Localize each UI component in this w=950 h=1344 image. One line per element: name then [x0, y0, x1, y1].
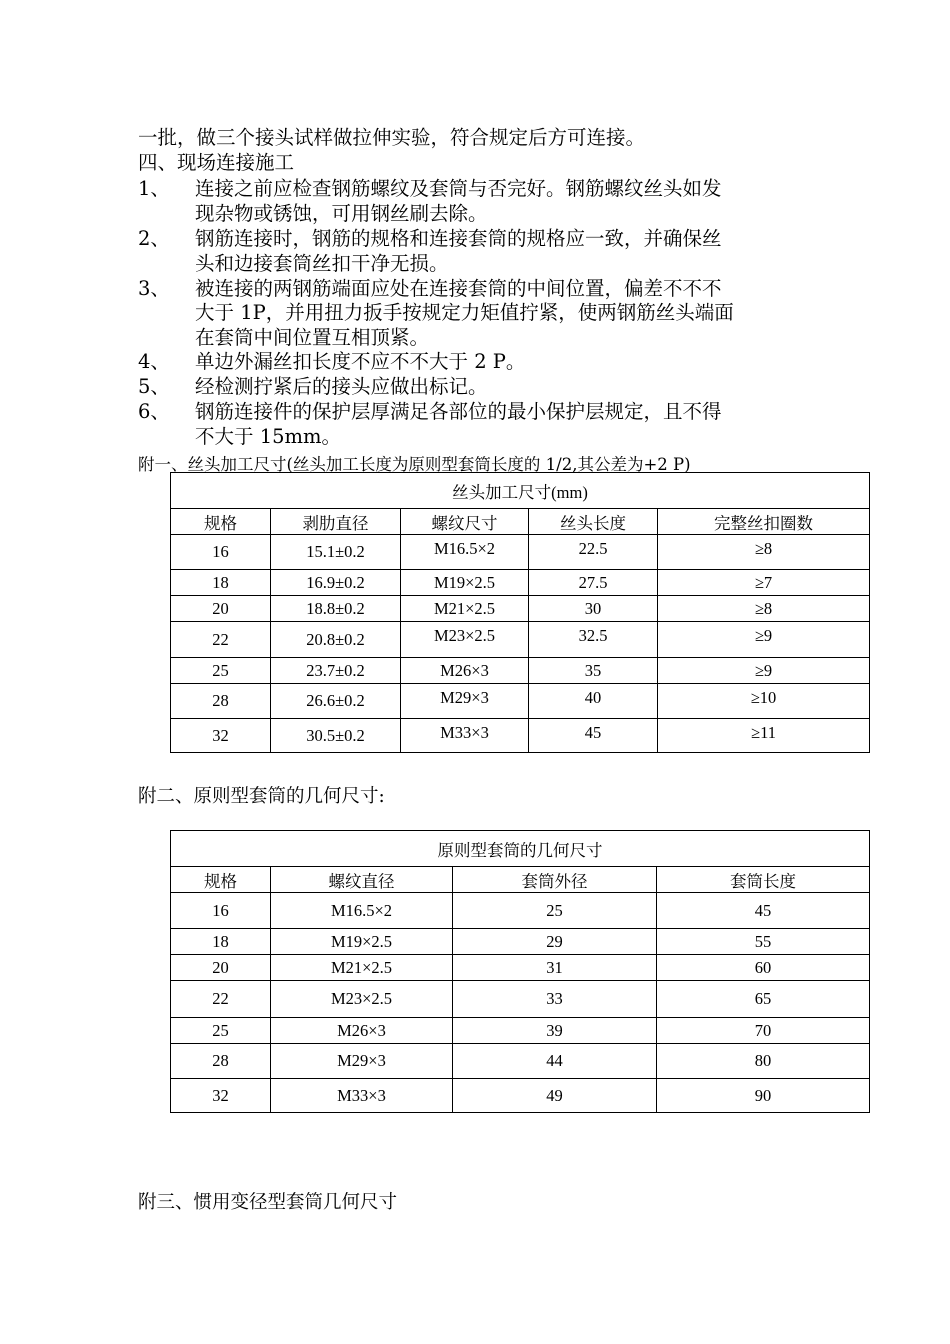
table-cell: M29×3 — [271, 1044, 453, 1079]
table-cell: M26×3 — [271, 1018, 453, 1044]
table-cell: 25 — [171, 1018, 271, 1044]
table-cell: ≥9 — [658, 622, 870, 658]
header-cell: 完整丝扣圈数 — [658, 509, 870, 535]
step-number: 3、 — [138, 277, 170, 300]
intro-line: 一批，做三个接头试样做拉伸实验，符合规定后方可连接。 — [138, 126, 646, 149]
step-text-line: 连接之前应检查钢筋螺纹及套筒与否完好。钢筋螺纹丝头如发 — [195, 177, 722, 200]
header-cell: 剥肋直径 — [271, 509, 401, 535]
step-text-line: 现杂物或锈蚀，可用钢丝刷去除。 — [195, 202, 488, 225]
header-cell: 螺纹直径 — [271, 867, 453, 893]
table-cell: 40 — [529, 684, 658, 719]
appendix1-caption: 附一、丝头加工尺寸(丝头加工长度为原则型套筒长度的 1/2,其公差为+2 P) — [138, 455, 691, 474]
table-cell: ≥9 — [658, 658, 870, 684]
thread-processing-table — [170, 472, 870, 753]
table-cell: 15.1±0.2 — [271, 535, 401, 570]
table-cell: M19×2.5 — [271, 929, 453, 955]
table-cell: 35 — [529, 658, 658, 684]
table-cell: 90 — [657, 1079, 870, 1113]
table-row — [171, 684, 870, 719]
table-cell: 27.5 — [529, 570, 658, 596]
table-title: 丝头加工尺寸(mm) — [171, 473, 870, 509]
table-cell: 22 — [171, 981, 271, 1018]
appendix2-caption: 附二、原则型套筒的几何尺寸: — [138, 786, 385, 807]
table-cell: 22 — [171, 622, 271, 658]
appendix3-caption: 附三、惯用变径型套筒几何尺寸 — [138, 1192, 398, 1213]
table-cell: M23×2.5 — [401, 622, 529, 658]
table-row — [171, 596, 870, 622]
header-cell: 螺纹尺寸 — [401, 509, 529, 535]
table-cell: 25 — [171, 658, 271, 684]
table-row — [171, 1018, 870, 1044]
table-cell: 33 — [453, 981, 657, 1018]
table-row — [171, 719, 870, 753]
table-cell: M23×2.5 — [271, 981, 453, 1018]
header-cell: 套筒长度 — [657, 867, 870, 893]
step-number: 2、 — [138, 227, 170, 250]
table-title: 原则型套筒的几何尺寸 — [171, 831, 870, 867]
table-header-row — [171, 509, 870, 535]
table-cell: 39 — [453, 1018, 657, 1044]
table-cell: M16.5×2 — [401, 535, 529, 570]
table-row — [171, 893, 870, 929]
table-cell: 80 — [657, 1044, 870, 1079]
table-cell: M21×2.5 — [271, 955, 453, 981]
table-row — [171, 981, 870, 1018]
table-cell: 49 — [453, 1079, 657, 1113]
table-cell: 20 — [171, 596, 271, 622]
header-cell: 规格 — [171, 867, 271, 893]
table-cell: M16.5×2 — [271, 893, 453, 929]
table-cell: 55 — [657, 929, 870, 955]
table-row — [171, 1044, 870, 1079]
table-row — [171, 955, 870, 981]
table-cell: 32 — [171, 719, 271, 753]
table-row — [171, 535, 870, 570]
table-cell: 28 — [171, 684, 271, 719]
table-cell: ≥11 — [658, 719, 870, 753]
step-text-line: 钢筋连接件的保护层厚满足各部位的最小保护层规定，且不得 — [195, 400, 722, 423]
step-number: 6、 — [138, 400, 170, 423]
table-row — [171, 570, 870, 596]
table-cell: 26.6±0.2 — [271, 684, 401, 719]
table-cell: 16 — [171, 893, 271, 929]
table-cell: M33×3 — [271, 1079, 453, 1113]
step-number: 5、 — [138, 375, 170, 398]
header-cell: 套筒外径 — [453, 867, 657, 893]
table-row — [171, 658, 870, 684]
step-text-line: 经检测拧紧后的接头应做出标记。 — [195, 375, 488, 398]
table-cell: 22.5 — [529, 535, 658, 570]
table-cell: 45 — [657, 893, 870, 929]
table-cell: M29×3 — [401, 684, 529, 719]
table-cell: 29 — [453, 929, 657, 955]
table-cell: ≥7 — [658, 570, 870, 596]
table-cell: 16 — [171, 535, 271, 570]
step-text-line: 在套筒中间位置互相顶紧。 — [195, 326, 430, 349]
table-cell: 32 — [171, 1079, 271, 1113]
table-cell: 30 — [529, 596, 658, 622]
table-cell: 31 — [453, 955, 657, 981]
table-row — [171, 929, 870, 955]
table-cell: 45 — [529, 719, 658, 753]
table-cell: 16.9±0.2 — [271, 570, 401, 596]
section-title: 四、现场连接施工 — [138, 151, 295, 174]
table-cell: 18 — [171, 570, 271, 596]
step-text-line: 大于 1P，并用扭力扳手按规定力矩值拧紧，使两钢筋丝头端面 — [195, 301, 734, 324]
step-text-line: 单边外漏丝扣长度不应不不大于 2 P。 — [195, 350, 526, 373]
table-cell: 20.8±0.2 — [271, 622, 401, 658]
header-cell: 丝头长度 — [529, 509, 658, 535]
standard-sleeve-table — [170, 830, 870, 1113]
table-cell: 44 — [453, 1044, 657, 1079]
table-cell: 70 — [657, 1018, 870, 1044]
step-text-line: 钢筋连接时，钢筋的规格和连接套筒的规格应一致，并确保丝 — [195, 227, 722, 250]
table-header-row — [171, 867, 870, 893]
step-number: 4、 — [138, 350, 170, 373]
step-text-line: 被连接的两钢筋端面应处在连接套筒的中间位置，偏差不不不 — [195, 277, 722, 300]
table-cell: M19×2.5 — [401, 570, 529, 596]
step-number: 1、 — [138, 177, 170, 200]
header-cell: 规格 — [171, 509, 271, 535]
table-cell: 28 — [171, 1044, 271, 1079]
table-row — [171, 622, 870, 658]
table-cell: ≥10 — [658, 684, 870, 719]
table-cell: M33×3 — [401, 719, 529, 753]
table-cell: 20 — [171, 955, 271, 981]
table-cell: M26×3 — [401, 658, 529, 684]
table-cell: ≥8 — [658, 596, 870, 622]
table-cell: 60 — [657, 955, 870, 981]
table-cell: 30.5±0.2 — [271, 719, 401, 753]
table-cell: 18 — [171, 929, 271, 955]
table-cell: ≥8 — [658, 535, 870, 570]
step-text-line: 不大于 15mm。 — [195, 425, 341, 448]
table-row — [171, 1079, 870, 1113]
table-cell: 23.7±0.2 — [271, 658, 401, 684]
table-cell: 65 — [657, 981, 870, 1018]
table-cell: 32.5 — [529, 622, 658, 658]
table-cell: 25 — [453, 893, 657, 929]
table-cell: M21×2.5 — [401, 596, 529, 622]
step-text-line: 头和边接套筒丝扣干净无损。 — [195, 252, 449, 275]
table-cell: 18.8±0.2 — [271, 596, 401, 622]
